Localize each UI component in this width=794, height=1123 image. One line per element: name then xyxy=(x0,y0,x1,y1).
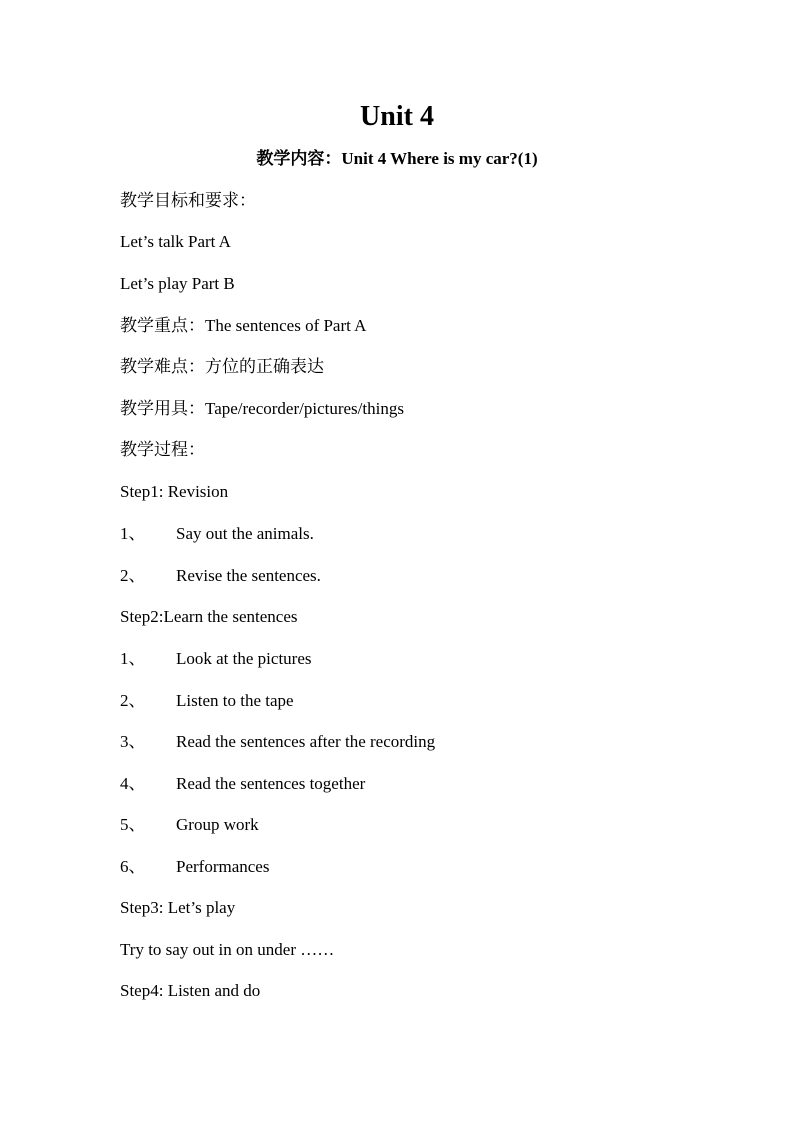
list-item-number: 3、 xyxy=(120,732,146,751)
list-item-number: 1、 xyxy=(120,649,146,668)
teaching-tools: 教学用具：Tape/recorder/pictures/things xyxy=(120,399,404,418)
step3-line: Try to say out in on under …… xyxy=(120,940,335,959)
goals-label: 教学目标和要求： xyxy=(120,191,256,210)
list-item xyxy=(120,855,269,879)
list-item-text: Revise the sentences. xyxy=(176,566,321,585)
list-item-text: Group work xyxy=(176,815,259,834)
list-item xyxy=(120,813,259,837)
list-item-number: 4、 xyxy=(120,774,146,793)
list-item-number: 2、 xyxy=(120,566,146,585)
goal-talk: Let’s talk Part A xyxy=(120,232,231,251)
list-item-text: Read the sentences together xyxy=(176,774,366,793)
list-item-text: Read the sentences after the recording xyxy=(176,732,436,751)
document-title: Unit 4 xyxy=(360,101,434,132)
list-item xyxy=(120,730,435,754)
step4-heading: Step4: Listen and do xyxy=(120,981,261,1000)
difficulty: 教学难点：方位的正确表达 xyxy=(120,357,324,376)
list-item-text: Say out the animals. xyxy=(176,524,314,543)
step3-heading: Step3: Let’s play xyxy=(120,898,236,917)
list-item-number: 6、 xyxy=(120,857,146,876)
list-item xyxy=(120,564,321,588)
key-point: 教学重点：The sentences of Part A xyxy=(120,316,367,335)
list-item xyxy=(120,772,365,796)
step2-heading: Step2:Learn the sentences xyxy=(120,607,298,626)
list-item xyxy=(120,689,294,713)
list-item-text: Look at the pictures xyxy=(176,649,312,668)
list-item-number: 5、 xyxy=(120,815,146,834)
list-item xyxy=(120,647,312,671)
list-item-text: Listen to the tape xyxy=(176,691,294,710)
process-label: 教学过程： xyxy=(120,440,205,459)
list-item-number: 2、 xyxy=(120,691,146,710)
list-item xyxy=(120,522,314,546)
list-item-number: 1、 xyxy=(120,524,146,543)
step1-heading: Step1: Revision xyxy=(120,482,229,501)
goal-play: Let’s play Part B xyxy=(120,274,235,293)
document-subtitle: 教学内容：Unit 4 Where is my car?(1) xyxy=(256,149,538,168)
list-item-text: Performances xyxy=(176,857,270,876)
